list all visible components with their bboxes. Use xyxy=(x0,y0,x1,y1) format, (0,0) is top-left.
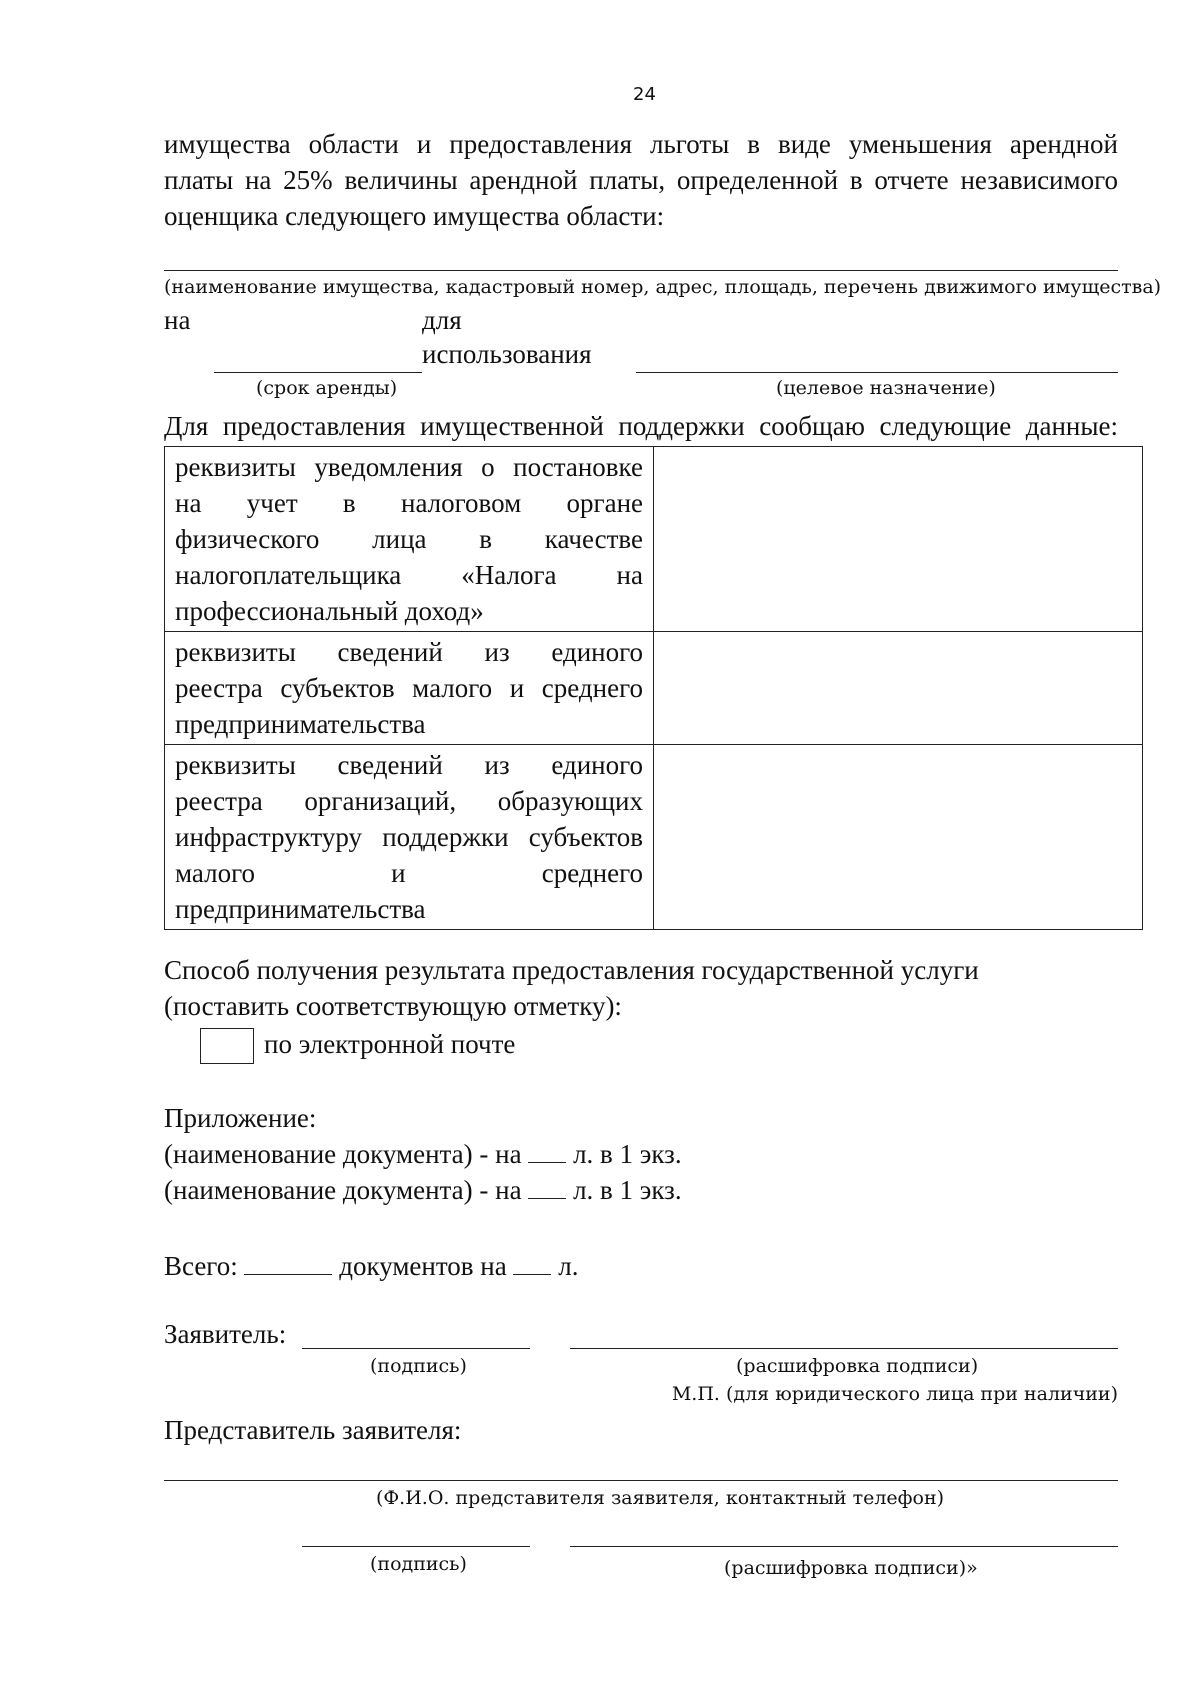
attachment-item xyxy=(164,1172,682,1208)
email-option-label: по электронной почте xyxy=(264,1029,516,1059)
table-cell-value[interactable] xyxy=(654,745,1143,930)
use-label: использования xyxy=(422,339,592,369)
intro-line-1: имущества области и предоставления льготы в виде уменьшения арендной xyxy=(164,129,1118,159)
table-row xyxy=(165,745,1143,930)
attachment-prefix: (наименование документа) - на xyxy=(164,1175,522,1205)
attachment-suffix: л. в 1 экз. xyxy=(573,1139,682,1169)
cell-line: реестра субъектов малого и среднего xyxy=(175,673,643,703)
cell-line: на учет в налоговом органе xyxy=(175,488,643,518)
representative-signature-line[interactable] xyxy=(302,1546,530,1547)
representative-name-caption: (Ф.И.О. представителя заявителя, контактный телефон) xyxy=(376,1487,945,1509)
sheet-count-input[interactable] xyxy=(528,1197,566,1199)
representative-decode-caption: (расшифровка подписи)» xyxy=(724,1557,978,1579)
stamp-note: М.П. (для юридического лица при наличии) xyxy=(671,1383,1118,1405)
method-line-2: (поставить соответствующую отметку): xyxy=(164,991,622,1021)
sheet-count-input[interactable] xyxy=(528,1161,566,1163)
cell-line: реквизиты сведений из единого xyxy=(175,637,643,667)
support-data-table xyxy=(164,446,1143,930)
property-caption: (наименование имущества, кадастровый номер, адрес, площадь, перечень движимого имущества) xyxy=(164,276,1162,298)
applicant-label: Заявитель: xyxy=(164,1319,287,1349)
cell-line: профессиональный доход» xyxy=(175,596,484,626)
table-row xyxy=(165,632,1143,745)
representative-label: Представитель заявителя: xyxy=(164,1415,462,1445)
representative-signature-caption: (подпись) xyxy=(370,1553,467,1575)
total-sheets-input[interactable] xyxy=(513,1273,551,1275)
intro-line-3: оценщика следующего имущества области: xyxy=(164,201,665,231)
cell-line: реестра организаций, образующих xyxy=(175,786,643,816)
property-input-line[interactable] xyxy=(164,270,1118,271)
table-cell-label xyxy=(165,447,654,632)
cell-line: малого и среднего xyxy=(175,858,643,888)
method-line-1: Способ получения результата предоставления государственной услуги xyxy=(164,955,979,985)
lease-term-input-line[interactable] xyxy=(214,372,422,373)
attachment-suffix: л. в 1 экз. xyxy=(573,1175,682,1205)
cell-line: реквизиты сведений из единого xyxy=(175,750,643,780)
applicant-signature-line[interactable] xyxy=(302,1348,530,1349)
table-cell-value[interactable] xyxy=(654,632,1143,745)
attachment-item xyxy=(164,1136,682,1172)
page-number: 24 xyxy=(633,84,656,105)
table-cell-value[interactable] xyxy=(654,447,1143,632)
total-label: Всего: xyxy=(164,1251,238,1281)
table-row xyxy=(165,447,1143,632)
cell-line: физического лица в качестве xyxy=(175,524,643,554)
total-line xyxy=(164,1248,578,1284)
table-cell-label xyxy=(165,745,654,930)
attachment-prefix: (наименование документа) - на xyxy=(164,1139,522,1169)
email-checkbox[interactable] xyxy=(200,1028,254,1064)
table-cell-label xyxy=(165,632,654,745)
total-middle: документов на xyxy=(339,1251,507,1281)
cell-line: предпринимательства xyxy=(175,894,426,924)
cell-line: предпринимательства xyxy=(175,709,426,739)
na-label: на xyxy=(164,305,191,335)
applicant-decode-line[interactable] xyxy=(570,1348,1118,1349)
support-heading: Для предоставления имущественной поддержки сообщаю следующие данные: xyxy=(164,411,1118,441)
cell-line: налогоплательщика «Налога на xyxy=(175,560,643,590)
total-suffix: л. xyxy=(558,1251,579,1281)
representative-decode-line[interactable] xyxy=(570,1546,1118,1547)
intro-line-2: платы на 25% величины арендной платы, определенной в отчете независимого xyxy=(164,165,1118,195)
cell-line: реквизиты уведомления о постановке xyxy=(175,452,643,482)
applicant-signature-caption: (подпись) xyxy=(370,1355,467,1377)
purpose-caption: (целевое назначение) xyxy=(776,377,996,399)
total-count-input[interactable] xyxy=(244,1273,332,1275)
term-caption: (срок аренды) xyxy=(256,377,398,399)
dlya-label: для xyxy=(422,305,462,335)
attachment-heading: Приложение: xyxy=(164,1103,317,1133)
purpose-input-line[interactable] xyxy=(636,372,1118,373)
representative-name-line[interactable] xyxy=(164,1480,1118,1481)
cell-line: инфраструктуру поддержки субъектов xyxy=(175,822,643,852)
applicant-decode-caption: (расшифровка подписи) xyxy=(736,1355,979,1377)
